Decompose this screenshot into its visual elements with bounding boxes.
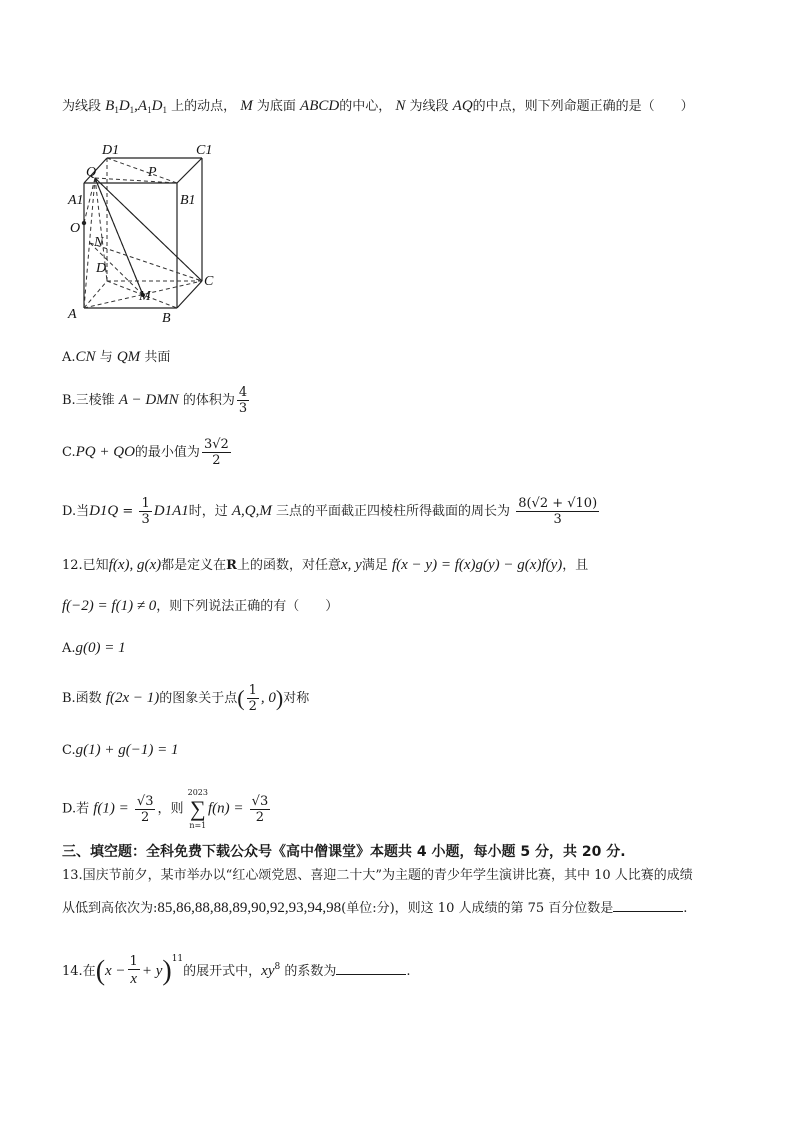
segment-names: $B_1D_1,A_1D_1$ [105,98,167,115]
fraction: $\frac{3√2}{2}$ [203,437,229,468]
label-d: D [96,261,107,276]
option-11a: A.CN 与 QM 共面 [62,349,171,365]
label-n: N [94,235,104,250]
label-b: B [162,311,171,326]
label-d1: D1 [102,143,120,158]
label-p: P [148,165,157,180]
option-11d: D.当D1Q = $\frac{1}{3}$ D1A1时，过 A,Q,M 三点的平面截正四棱柱所得截面的周长为 $\frac{8(√2 + √10)}{3}$ [62,496,598,527]
problem13-line1: 13.国庆节前夕，某市举办以“红心颂党恩、喜迎二十大”为主题的青少年学生演讲比赛，其中 10 人比赛的成绩 [62,868,693,883]
label-a: A [68,307,77,322]
fraction: $\frac{4}{3}$ [238,385,248,416]
fraction: $\frac{8(√2 + √10)}{3}$ [518,496,598,527]
option-12a: A.g(0) = 1 [62,640,126,656]
fraction: $\frac{√3}{2}$ [136,793,154,825]
label-m: M [139,289,151,304]
option-11b: B.三棱锥 A − DMN 的体积为 $\frac{4}{3}$ [62,385,248,416]
answer-blank[interactable] [336,962,406,975]
problem12-stem: 12.已知f(x), g(x)都是定义在R上的函数，对任意x, y满足 f(x − y) = f(x)g(y) − g(x)f(y)，且 [62,557,589,573]
option-12b: B.函数 f(2x − 1)的图象关于点( $\frac{1}{2}$ , 0)对称 [62,683,310,714]
problem13-line2: 从低到高依次为:85,86,88,88,89,90,92,93,94,98(单位:分)，则这 10 人成绩的第 75 百分位数是 . [62,900,688,916]
problem14: 14.在(x − $\frac{1}{x} + y)^{11}$的展开式中，$xy^8$ 的系数为 . [62,954,411,987]
option-12d: D.若 f(1) = $\frac{√3}{2}$ ，则 2023 ∑ n=1 f(n) = $\frac{√3}{2}$ [62,788,269,830]
fraction: $\frac{1}{3}$ [141,496,150,527]
vector-d1q: D1Q [89,503,119,519]
vector-d1a1: D1A1 [153,503,189,519]
option-12c: C.g(1) + g(−1) = 1 [62,742,179,758]
fraction: $\frac{√3}{2}$ [251,793,269,825]
label-b1: B1 [180,193,196,208]
answer-blank[interactable] [613,899,683,912]
option-11c: C.PQ + QO的最小值为 $\frac{3√2}{2}$ [62,437,229,468]
prism-figure [62,138,222,328]
summation: 2023 ∑ n=1 [187,788,208,830]
label-o: O [70,221,81,236]
label-a1: A1 [68,193,84,208]
fraction: $\frac{1}{x}$ [129,954,138,987]
problem11-stem: 为线段 $B_1D_1,A_1D_1$ 上的动点， M 为底面 ABCD的中心， N 为线段 AQ的中点，则下列命题正确的是（ ） [62,98,694,115]
problem12-condition: f(−2) = f(1) ≠ 0，则下列说法正确的有（ ） [62,598,339,614]
label-c1: C1 [196,143,213,158]
label-q: Q [86,165,97,180]
fraction: $\frac{1}{2}$ [248,683,257,714]
label-c: C [204,274,214,289]
section3-heading: 三、填空题：全科免费下载公众号《高中僧课堂》本题共 4 小题，每小题 5 分，共 20 分. [62,844,626,860]
